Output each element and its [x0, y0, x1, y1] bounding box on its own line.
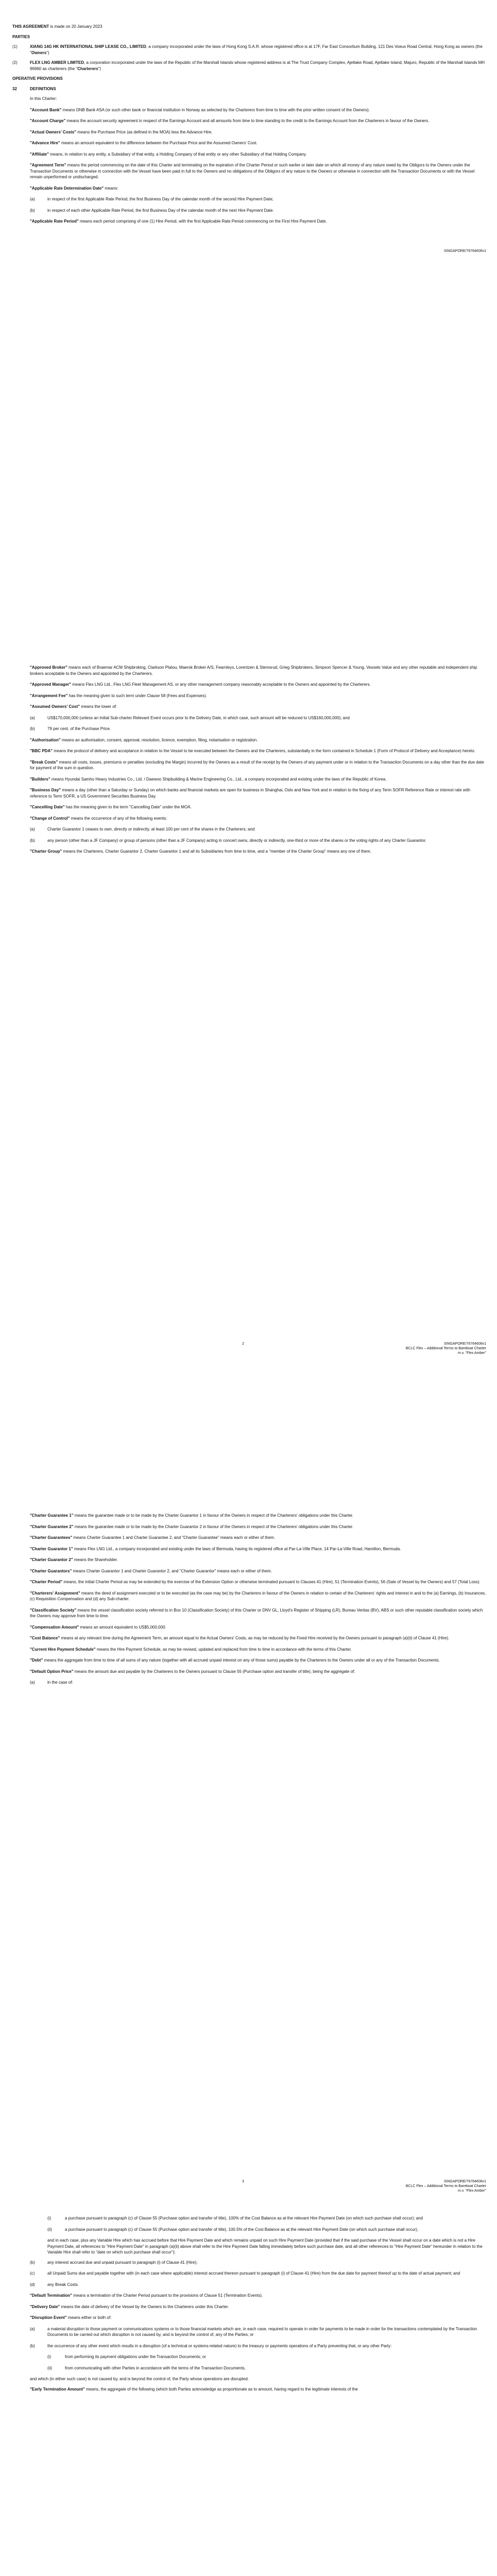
definition: "Early Termination Amount" means, the aggregate of the following (which both Parties acknowledge as proportionate as to amount, having regard to the legitimate interests of the	[30, 2386, 358, 2392]
sub-item: (a) US$170,000,000 (unless an Initial Sub-charter Relevant Event occurs prior to the Delivery Date, in which case, such amount will be reduced to US$160,000,000); and	[30, 715, 350, 720]
definition: "Charter Guarantees" means Charter Guarantee 1 and Charter Guarantee 2, and "Charter Guarantee" means each or either of them.	[30, 1535, 276, 1540]
definition: "Classification Society" means the vessel classification society referred to in Box 10 (Classification Society) of this Charter or DNV GL, Lloyd's Register of Shipping (LR), Bureau Veritas (BV), ABS or such other reputable classification society which the Owners may approve from time to time.	[30, 1607, 483, 1618]
sub-item: (b) any person (other than a JF Company) or group of persons (other than a JF Company) acting in concert owns, directly or indirectly, one-third or more of the shares or the voting rights of any Charter Guarantor.	[30, 838, 426, 843]
definition: "Delivery Date" means the date of delivery of the Vessel by the Owners to the Charterers under this Charter.	[30, 2304, 229, 2309]
page-1	[0, 24, 497, 254]
sub-item: (b) in respect of each other Applicable Rate Period, the first Business Day of the calendar month of the next Hire Payment Date.	[30, 208, 274, 213]
agreement-intro: THIS AGREEMENT is made on 20 January 2023	[12, 24, 102, 29]
definition: "Approved Broker" means each of Braemar ACM Shipbroking, Clarkson Platou, Maersk Broker A/S, Fearnleys, Lorentzen & Stemsrud, Grieg Shipbrokers, Simpson Spencer & Young, Vessels Value and any other reputable and independent ship brokers acceptable to the Owners and appointed by the Charterers.	[30, 665, 477, 676]
definition: "Account Charge" means the account security agreement in respect of the Earnings Account and all amounts from time to time standing to the credit to the Earnings Account from the Charterers in favour of the Owners.	[30, 118, 430, 123]
definition: "Authorisation" means an authorisation, consent, approval, resolution, licence, exemption, filing, notarisation or registration.	[30, 737, 258, 742]
definition: "Charter Guarantor 2" means the Shareholder.	[30, 1557, 118, 1562]
sub-item: (b) any interest accrued due and unpaid pursuant to paragraph (i) of Clause 41 (Hire);	[30, 2260, 198, 2265]
definition: "Default Option Price" means the amount due and payable by the Charterers to the Owners pursuant to Clause 55 (Purchase option and transfer of title), being the aggregate of:	[30, 1669, 355, 1674]
sub-item: (b) the occurrence of any other event which results in a disruption (of a technical or systems-related nature) to the treasury or payments operations of a Party preventing that, or any other Party:	[30, 2343, 392, 2348]
definition: "Applicable Rate Determination Date" means:	[30, 185, 118, 191]
definition: "Affiliate" means, in relation to any entity, a Subsidiary of that entity, a Holding Company of that entity or any other Subsidiary of that Holding Company.	[30, 151, 307, 157]
party-1: (1) XIANG 14G HK INTERNATIONAL SHIP LEASE CO., LIMITED, a company incorporated under the laws of Hong Kong S.A.R. whose registered office is at 17F, Far East Consortium Building, 121 Des Voeux Road Central, Hong Kong as owners (the "Owners")	[12, 44, 483, 55]
sub-item: (a) a material disruption to those payment or communications systems or to those financial markets which are, in each case, required to operate in order for payments to be made in order for the transactions contemplated by the Transaction Documents to be carried out which disruption is not caused by, and is beyond the control of, any of the Parties; or	[30, 2326, 477, 2337]
sub-item: (i) a purchase pursuant to paragraph (c) of Clause 55 (Purchase option and transfer of title), 100% of the Cost Balance as at the relevant Hire Payment Date (on which such purchase shall occur); and	[47, 2216, 423, 2221]
page-3	[0, 1513, 497, 1691]
definition: "Business Day" means a day (other than a Saturday or Sunday) on which banks and financial markets are open for business in Shanghai, Oslo and New York and in relation to the fixing of any Term SOFR Reference Rate or interest rate with reference to Term SOFR, a US Government Securities Business Day.	[30, 788, 471, 799]
sub-item: (ii) from communicating with other Parties in accordance with the terms of the Transaction Documents,	[47, 2365, 246, 2370]
definition: "Assumed Owners' Cost" means the lower of:	[30, 704, 117, 709]
definition: "Default Termination" means a termination of the Charter Period pursuant to the provisions of Clause 51 (Termination Events).	[30, 2293, 263, 2298]
doc-reference: SINGAPORE/76764606v1	[443, 249, 486, 253]
definition: "Builders" means Hyundai Samho Heavy Industries Co., Ltd. / Daewoo Shipbuilding & Marine Engineering Co., Ltd., a company incorporated and existing under the laws of the Republic of Korea.	[30, 776, 387, 782]
sub-item: (a) Charter Guarantor 1 ceases to own, directly or indirectly, at least 100 per cent of the shares in the Charterers; and	[30, 827, 255, 832]
definition: "Charter Guarantee 2" means the guarantee made or to be made by the Charter Guarantor 2 in favour of the Owners in respect of the Charterers' obligations under this Charter.	[30, 1524, 354, 1529]
paragraph: and which (in either such case) is not caused by, and is beyond the control of, the Party whose operations are disrupted.	[30, 2377, 249, 2381]
definition: "Break Costs" means all costs, losses, premiums or penalties (excluding the Margin) incurred by the Owners as a result of the receipt by the Owners of any payment under or in relation to the Transaction Documents on a day other than the due date for payment of the sum in question.	[30, 759, 484, 770]
definition: "Charter Guarantee 1" means the guarantee made or to be made by the Charter Guarantor 1 in favour of the Owners in respect of the Charterers' obligations under this Charter.	[30, 1513, 354, 1518]
page-2	[0, 665, 497, 860]
definition: "Charter Period" means, the initial Charter Period as may be extended by the exercise of the Extension Option or otherwise terminated pursuant to Clauses 41 (Hire), 51 (Termination Events), 56 (Sale of Vessel by the Owners) and 57 (Total Loss).	[30, 1580, 481, 1584]
definition: "Debt" means the aggregate from time to time of all sums of any nature (together with all accrued unpaid interest on any of those sums) payable by the Charterers to the Owners under all or any of the Transaction Documents.	[30, 1658, 440, 1663]
definition: "Applicable Rate Period" means each period comprising of one (1) Hire Period, with the first Applicable Rate Period commencing on the First Hire Payment Date.	[30, 219, 327, 224]
page-4	[0, 2215, 497, 2397]
clause-intro: In this Charter:	[30, 96, 57, 101]
paragraph: and in each case, plus any Variable Hire which has accrued before that Hire Payment Date and which remains unpaid on such Hire Payment Date (provided that if the said purchase of the Vessel shall occur on a date which is not a Hire Payment Date, all references to "Hire Payment Date" in paragraph (a)(ii) above shall refer to the Hire Payment Date falling immediately before such purchase date, and all other references to "Hire Payment Date" hereunder in relation to the Variable Hire shall refer to "date on which such purchase shall occur");	[47, 2238, 483, 2255]
definition: "Agreement Term" means the period commencing on the date of this Charter and terminating on the expiration of the Charter Period or such earlier or later date on which all money of any nature owed by the Obligors to the Owners under the Transaction Documents or otherwise in connection with the Vessel have been paid in full to the Owners and no obligations of the Obligors of any nature to the Owners or otherwise in connection with the Transaction Documents or with the Vessel remain unperformed or undischarged.	[30, 163, 475, 179]
definition: "Account Bank" means DNB Bank ASA (or such other bank or financial institution in Norway as selected by the Charterers from time to time with the prior written consent of the Owners).	[30, 107, 370, 112]
sub-item: (i) from performing its payment obligations under the Transaction Documents; or	[47, 2354, 206, 2359]
sub-item: (a) in respect of the first Applicable Rate Period, the first Business Day of the calendar month of the second Hire Payment Date;	[30, 197, 273, 201]
sub-item: (b) 79 per cent. of the Purchase Price.	[30, 726, 111, 731]
definition: "Advance Hire" means an amount equivalent to the difference between the Purchase Price and the Assumed Owners' Cost.	[30, 141, 258, 145]
definition: "Change of Control" means the occurrence of any of the following events:	[30, 816, 167, 821]
definition: "Compensation Amount" means an amount equivalent to US$5,000,000.	[30, 1624, 166, 1630]
definition: "Cost Balance" means at any relevant time during the Agreement Term, an amount equal to the Actual Owners' Costs, as may be reduced by the Fixed Hire received by the Owners pursuant to paragraph (a)(ii) of Clause 41 (Hire).	[30, 1636, 450, 1640]
definition: "Charter Group" means the Charterers, Charter Guarantor 2, Charter Guarantor 1 and all its Subsidiaries from time to time, and a "member of the Charter Group" means any one of them.	[30, 849, 371, 854]
definition: "Approved Manager" means Flex LNG Ltd., Flex LNG Fleet Management AS, or any other management company reasonably acceptable to the Owners and appointed by the Charterers.	[30, 682, 371, 687]
definition: "Charter Guarantors" means Charter Guarantor 1 and Charter Guarantor 2, and "Charter Guarantor" means each or either of them.	[30, 1568, 272, 1573]
sub-item: (a) in the case of:	[30, 1680, 73, 1685]
parties-heading: PARTIES	[12, 34, 30, 39]
definition: "Current Hire Payment Schedule" means the Hire Payment Schedule, as may be revised, updated and replaced from time to time in accordance with the terms of this Charter.	[30, 1647, 352, 1652]
definition: "Arrangement Fee" has the meaning given to such term under Clause 58 (Fees and Expenses).	[30, 693, 207, 698]
operative-heading: OPERATIVE PROVISIONS	[12, 76, 63, 81]
sub-item: (ii) a purchase pursuant to paragraph (c) of Clause 55 (Purchase option and transfer of title), 100.5% of the Cost Balance as at the relevant Hire Payment Date (on which such purchase shall occur),	[47, 2227, 419, 2232]
definition: "BBC PDA" means the protocol of delivery and acceptance in relation to the Vessel to be executed between the Owners and the Charterers, substantially in the form contained in Schedule 1 (Form of Protocol of Delivery and Acceptance) hereto.	[30, 749, 475, 753]
definition: "Charterers' Assignment" means the deed of assignment executed or to be executed (as the case may be) by the Charterers in favour of the Owners in relation to certain of the Charterers' rights and interest in and to the (a) Earnings, (b) Insurances, (c) Requisition Compensation and (d) any Sub-charter.	[30, 1590, 486, 1601]
sub-item: (d) any Break Costs.	[30, 2282, 79, 2287]
clause-heading: 32 DEFINITIONS	[12, 86, 56, 91]
party-2: (2) FLEX LNG AMBER LIMITED, a corporation incorporated under the laws of the Republic of the Marshall Islands whose registered address is at The Trust Company Complex, Ajeltake Road, Ajeltake Island, Majuro, Republic of the Marshall Islands MH 96960 as charterers (the "Charterers")	[12, 60, 485, 71]
definition: "Disruption Event" means either or both of:	[30, 2315, 112, 2320]
definition: "Charter Guarantor 1" means Flex LNG Ltd., a company incorporated and existing under the laws of Bermuda, having its registered office at Par-La-Ville Place, 14 Par-La-Ville Road, Hamilton, Bermuda.	[30, 1546, 401, 1551]
definition: "Actual Owners' Costs" means the Purchase Price (as defined in the MOA) less the Advance Hire.	[30, 129, 213, 134]
sub-item: (c) all Unpaid Sums due and payable together with (in each case where applicable) interest accrued thereon pursuant to paragraph (i) of Clause 41 (Hire) from the due date for payment thereof up to the date of actual payment; and	[30, 2271, 460, 2276]
definition: "Cancelling Date" has the meaning given to the term "Cancelling Date" under the MOA.	[30, 805, 192, 809]
